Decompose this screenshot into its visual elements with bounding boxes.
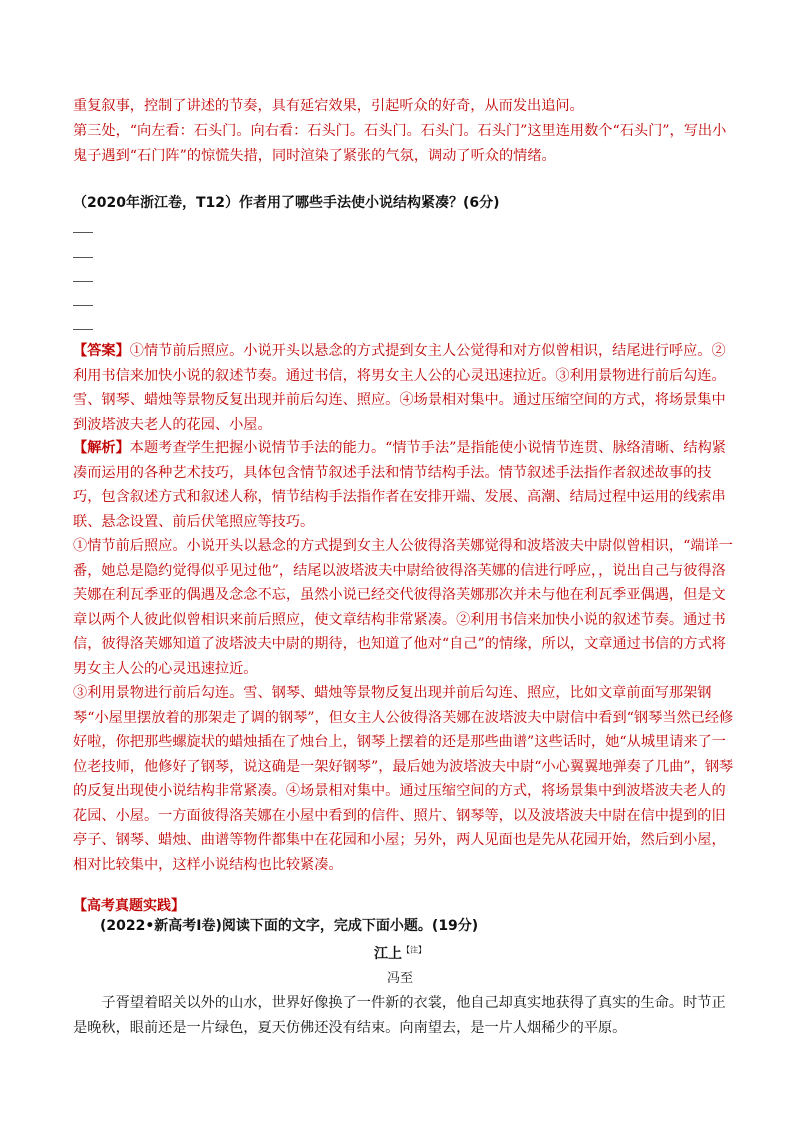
story-title-note: 【注】 — [402, 945, 426, 955]
story-author: 冯至 — [386, 971, 413, 986]
analysis-label: 【解析】 — [73, 440, 130, 456]
section-header: 【高考真题实践】 — [73, 898, 185, 914]
story-paragraph: 子胥望着昭关以外的山水，世界好像换了一件新的衣裳，他自己却真实地获得了真实的生命。时节正是晚秋，眼前还是一片绿色，夏天仿佛还没有结束。向南望去，是一片人烟稀少的平原。 — [73, 995, 726, 1036]
analysis-paragraph-2: ①情节前后照应。小说开头以悬念的方式提到女主人公彼得洛芙娜觉得和波塔波夫中尉似曾相识，“端详一番，她总是隐约觉得似乎见过他”，结尾以波塔波夫中尉给彼得洛芙娜的信进行呼应，，说出自己与彼得洛芙娜在利瓦季亚的偶遇及念念不忘，虽然小说已经交代彼得洛芙娜那次并未与他在利瓦季亚偶遇，但是文章以两个人彼此似曾相识来前后照应，使文章结构非常紧凑。②利用书信来加快小说的叙述节奏。通过书信，彼得洛芙娜知道了波塔波夫中尉的期待，也知道了他对“自己”的情缘，所以，文章通过书信的方式将男女主人公的心灵迅速拉近。 — [73, 538, 733, 677]
answer-label: 【答案】 — [73, 343, 130, 359]
answer-paragraph — [73, 339, 735, 437]
analysis-text: 本题考查学生把握小说情节手法的能力。“情节手法”是指能使小说情节连贯、脉络清晰、结构紧凑而运用的各种艺术技巧，具体包含情节叙述手法和情节结构手法。情节叙述手法指作者叙述故事的技巧，包含叙述方式和叙述人称，情节结构手法指作者在安排开端、发展、高潮、结局过程中运用的线索串联、悬念设置、前后伏笔照应等技巧。 — [73, 440, 726, 530]
question-text: （2020年浙江卷，T12）作者用了哪些手法使小说结构紧凑？(6分) — [73, 195, 500, 211]
answer-blank-line — [73, 281, 93, 282]
answer-blank-line — [73, 329, 93, 330]
story-title — [0, 943, 800, 963]
prev-answer-paragraph: 第三处，“向左看：石头门。向右看：石头门。石头门。石头门。石头门”这里连用数个“石头门”，写出小鬼子遇到“石门阵”的惊慌失措，同时渲染了紧张的气氛，调动了听众的情绪。 — [73, 123, 727, 164]
analysis-paragraph — [73, 436, 735, 534]
section-intro: (2022•新高考Ⅰ卷)阅读下面的文字，完成下面小题。(19分) — [100, 918, 479, 934]
answer-blank-line — [73, 232, 93, 233]
prev-answer-line: 重复叙事，控制了讲述的节奏，具有延宕效果，引起听众的好奇，从而发出追问。 — [73, 98, 584, 114]
analysis-paragraph-3: ③利用景物进行前后勾连。雪、钢琴、蜡烛等景物反复出现并前后勾连、照应，比如文章前面写那架钢琴“小屋里摆放着的那架走了调的钢琴”，但女主人公彼得洛芙娜在波塔波夫中尉信中看到“钢琴当然已经修好啦，你把那些螺旋状的蜡烛插在了烛台上，钢琴上摆着的还是那些曲谱”这些话时，她“从城里请来了一位老技师，他修好了钢琴，说这确是一架好钢琴”，最后她为波塔波夫中尉“小心翼翼地弹奏了几曲”，钢琴的反复出现使小说结构非常紧凑。④场景相对集中。通过压缩空间的方式，将场景集中到波塔波夫老人的花园、小屋。一方面彼得洛芙娜在小屋中看到的信件、照片、钢琴等，以及波塔波夫中尉在信中提到的旧亭子、钢琴、蜡烛、曲谱等物件都集中在花园和小屋；另外，两人见面也是先从花园开始，然后到小屋，相对比较集中，这样小说结构也比较紧凑。 — [73, 685, 734, 873]
answer-blank-line — [73, 257, 93, 258]
answer-text: ①情节前后照应。小说开头以悬念的方式提到女主人公觉得和对方似曾相识，结尾进行呼应。②利用书信来加快小说的叙述节奏。通过书信，将男女主人公的心灵迅速拉近。③利用景物进行前后勾连。雪、钢琴、蜡烛等景物反复出现并前后勾连、照应。④场景相对集中。通过压缩空间的方式，将场景集中到波塔波夫老人的花园、小屋。 — [73, 343, 726, 433]
story-title-text: 江上 — [374, 946, 402, 962]
answer-blank-line — [73, 305, 93, 306]
